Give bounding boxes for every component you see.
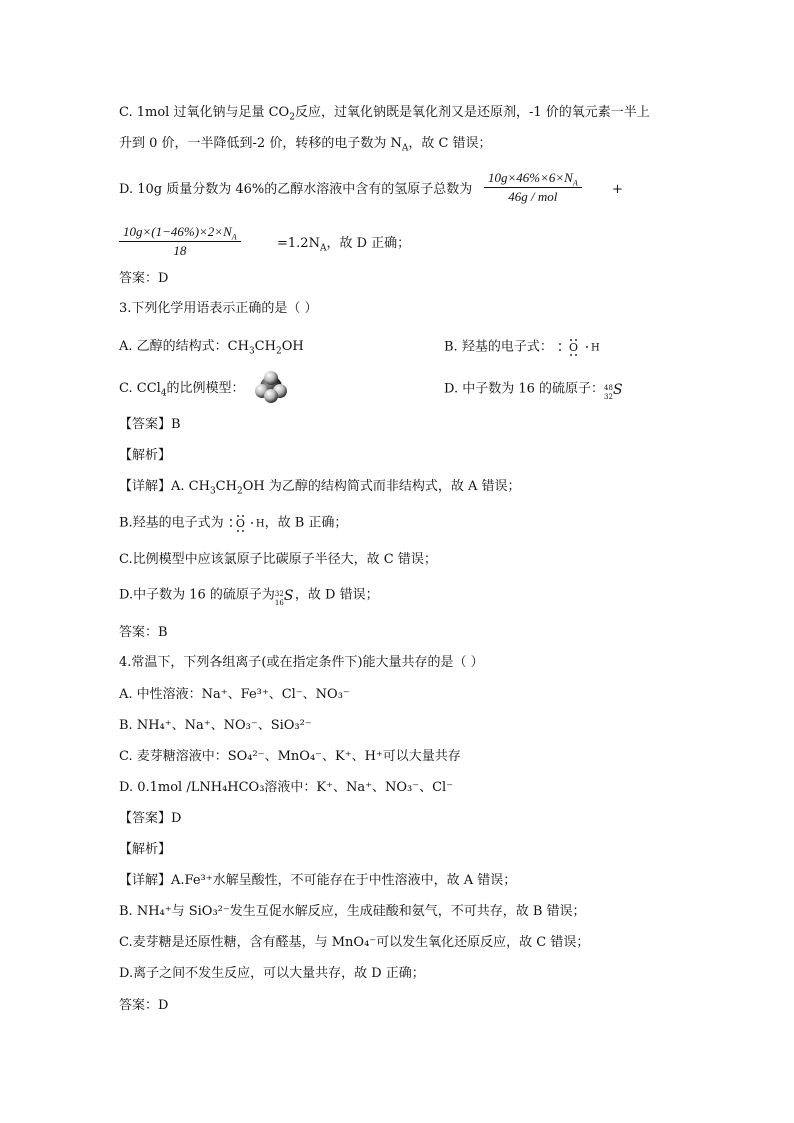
plus-sign: + [612, 182, 623, 197]
sulfur-isotope-symbol: 32 16 S [274, 588, 294, 607]
ccl4-space-filling-model-image [254, 370, 288, 404]
q4-option-c: C. 麦芽糖溶液中：SO₄²⁻、MnO₄⁻、K⁺、H⁺可以大量共存 [119, 749, 461, 764]
fraction-ethanol-hydrogen: $10g\times 46\%\times 6\times N_A$ 46g / mol [484, 169, 582, 206]
q3-option-c: C. CCl$_4$的比例模型： [119, 381, 245, 399]
oxygen-symbol: O [235, 517, 245, 530]
q3-option-b: B. 羟基的电子式： O H [444, 339, 600, 355]
electron-dots-bond [585, 338, 591, 356]
fraction-water-hydrogen: $\frac{10g\times(1-46\%)\times 2\times N_A}{18}$ [119, 223, 241, 260]
q3-option-a: A. 乙醇的结构式：$CH_3CH_2OH$ [119, 339, 304, 357]
q4-option-b: B. NH₄⁺、Na⁺、NO₃⁻、SiO₃²⁻ [119, 718, 312, 733]
answer-q2: 答案：D [119, 271, 169, 286]
q4-analysis-label: 【解析】 [119, 842, 172, 857]
q4-option-d: D. 0.1mol /LNH₄HCO₃溶液中：K⁺、Na⁺、NO₃⁻、Cl⁻ [119, 780, 454, 795]
electron-dots-bond [250, 514, 256, 532]
q4-explanation-c: C.麦芽糖是还原性糖，含有醛基，与 MnO₄⁻可以发生氧化还原反应，故 C 错误； [119, 935, 590, 950]
q4-explanation-d: D.离子之间不发生反应，可以大量共存，故 D 正确； [119, 966, 425, 981]
option-d-explanation-text: D. 10g 质量分数为 46%的乙醇水溶液中含有的氢原子总数为 [119, 182, 473, 197]
question-3-title: 3.下列化学用语表示正确的是（ ） [119, 301, 318, 316]
q4-option-a: A. 中性溶液：Na⁺、Fe³⁺、Cl⁻、NO₃⁻ [119, 687, 350, 702]
option-c-explanation-line2: 升到 0 价，一半降低到-2 价，转移的电子数为 $N_A$，故 C 错误； [119, 136, 492, 154]
q4-explanation-a: 【详解】A.Fe³⁺水解呈酸性，不可能存在于中性溶液中，故 A 错误； [119, 873, 517, 888]
q4-final-answer: 答案：D [119, 998, 169, 1013]
q3-explanation-c: C.比例模型中应该氯原子比碳原子半径大，故 C 错误； [119, 552, 437, 567]
electron-dots-left [557, 338, 567, 356]
q3-explanation-a: 【详解】A. $CH_3CH_2OH$ 为乙醇的结构简式而非结构式，故 A 错误； [119, 479, 521, 497]
q3-final-answer: 答案：B [119, 625, 168, 640]
q4-explanation-b: B. NH₄⁺与 SiO₃²⁻发生互促水解反应，生成硅酸和氨气，不可共存，故 B 错误； [119, 904, 586, 919]
q3-option-d: D. 中子数为 16 的硫原子： 48 32 S [444, 381, 623, 401]
q3-explanation-b: B.羟基的电子式为 O H，故 B 正确； [119, 515, 348, 531]
question-4-title: 4.常温下，下列各组离子(或在指定条件下)能大量共存的是（ ） [119, 655, 484, 670]
sulfur-isotope-symbol: 48 32 S [604, 382, 623, 401]
oxygen-symbol: O [568, 341, 578, 354]
q4-answer: 【答案】D [119, 811, 182, 826]
q3-analysis-label: 【解析】 [119, 448, 172, 463]
q3-explanation-d: D.中子数为 16 的硫原子为 32 16 S ，故 D 错误； [119, 587, 379, 607]
option-c-explanation-line1: C. 1mol 过氧化钠与足量 $CO_2$反应，过氧化钠既是氧化剂又是还原剂，-1 价的氧元素一半上 [119, 105, 650, 123]
option-d-result: $=1.2N_A$，故 D 正确； [277, 236, 411, 254]
q3-answer: 【答案】B [119, 417, 181, 432]
